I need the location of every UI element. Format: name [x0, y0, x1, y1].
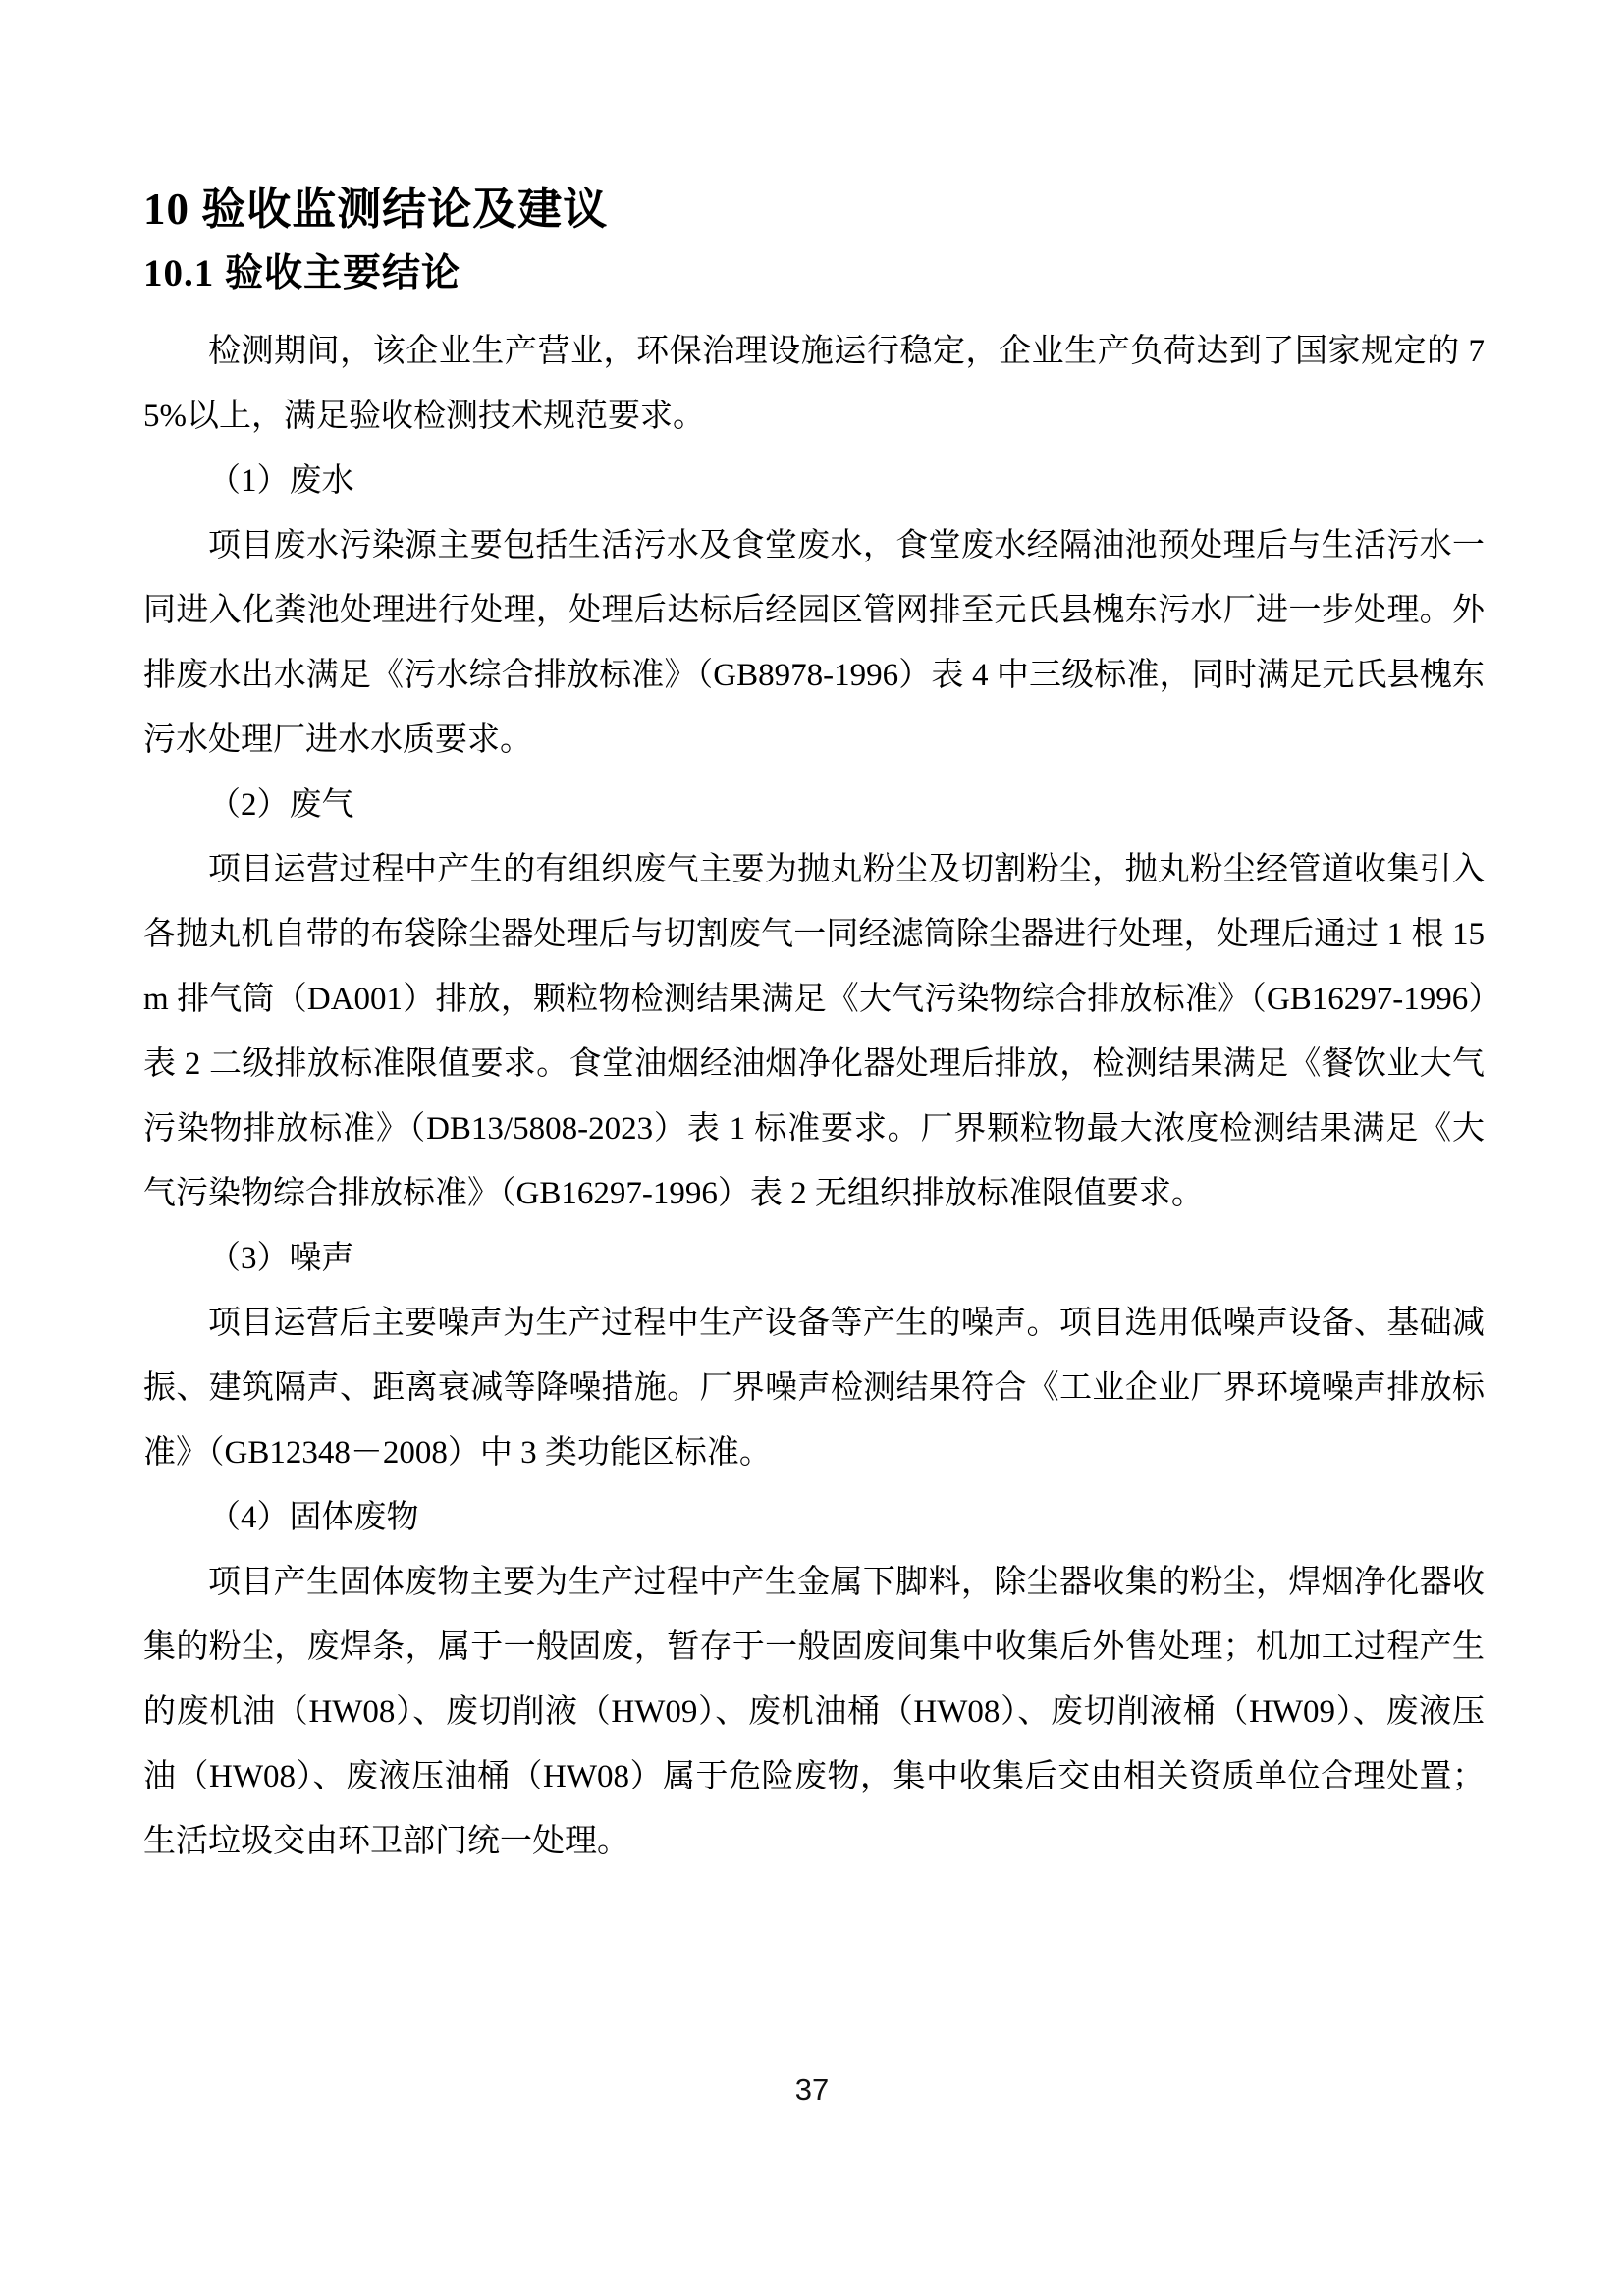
page-number: 37	[794, 2072, 830, 2107]
paragraph-noise: 项目运营后主要噪声为生产过程中生产设备等产生的噪声。项目选用低噪声设备、基础减振、建筑隔声、距离衰减等降噪措施。厂界噪声检测结果符合《工业企业厂界环境噪声排放标准》（GB12348－2008）中 3 类功能区标准。	[143, 1305, 1485, 1470]
paragraph-wastewater: 项目废水污染源主要包括生活污水及食堂废水，食堂废水经隔油池预处理后与生活污水一同进入化粪池处理进行处理，处理后达标后经园区管网排至元氏县槐东污水厂进一步处理。外排废水出水满足《污水综合排放标准》（GB8978-1996）表 4 中三级标准，同时满足元氏县槐东污水处理厂进水水质要求。	[143, 527, 1485, 758]
paragraph-intro: 检测期间，该企业生产营业，环保治理设施运行稳定，企业生产负荷达到了国家规定的 75%以上，满足验收检测技术规范要求。	[143, 333, 1485, 434]
section-heading: 10 验收监测结论及建议	[143, 185, 609, 234]
paragraph-solid-waste: 项目产生固体废物主要为生产过程中产生金属下脚料，除尘器收集的粉尘，焊烟净化器收集的粉尘，废焊条，属于一般固废，暂存于一般固废间集中收集后外售处理；机加工过程产生的废机油（HW08）、废切削液（HW09）、废机油桶（HW08）、废切削液桶（HW09）、废液压油（HW08）、废液压油桶（HW08）属于危险废物，集中收集后交由相关资质单位合理处置；生活垃圾交由环卫部门统一处理。	[143, 1564, 1485, 1859]
item-heading-wastewater: （1）废水	[208, 462, 354, 499]
subsection-heading: 10.1 验收主要结论	[143, 252, 461, 294]
item-heading-solid-waste: （4）固体废物	[208, 1499, 419, 1535]
item-heading-noise: （3）噪声	[208, 1240, 354, 1276]
paragraph-waste-gas: 项目运营过程中产生的有组织废气主要为抛丸粉尘及切割粉尘，抛丸粉尘经管道收集引入各抛丸机自带的布袋除尘器处理后与切割废气一同经滤筒除尘器进行处理，处理后通过 1 根 15m 排气筒（DA001）排放，颗粒物检测结果满足《大气污染物综合排放标准》（GB16297-1996）表 2 二级排放标准限值要求。食堂油烟经油烟净化器处理后排放，检测结果满足《餐饮业大气污染物排放标准》（DB13/5808-2023）表 1 标准要求。厂界颗粒物最大浓度检测结果满足《大气污染物综合排放标准》（GB16297-1996）表 2 无组织排放标准限值要求。	[143, 851, 1485, 1211]
item-heading-waste-gas: （2）废气	[208, 786, 354, 823]
